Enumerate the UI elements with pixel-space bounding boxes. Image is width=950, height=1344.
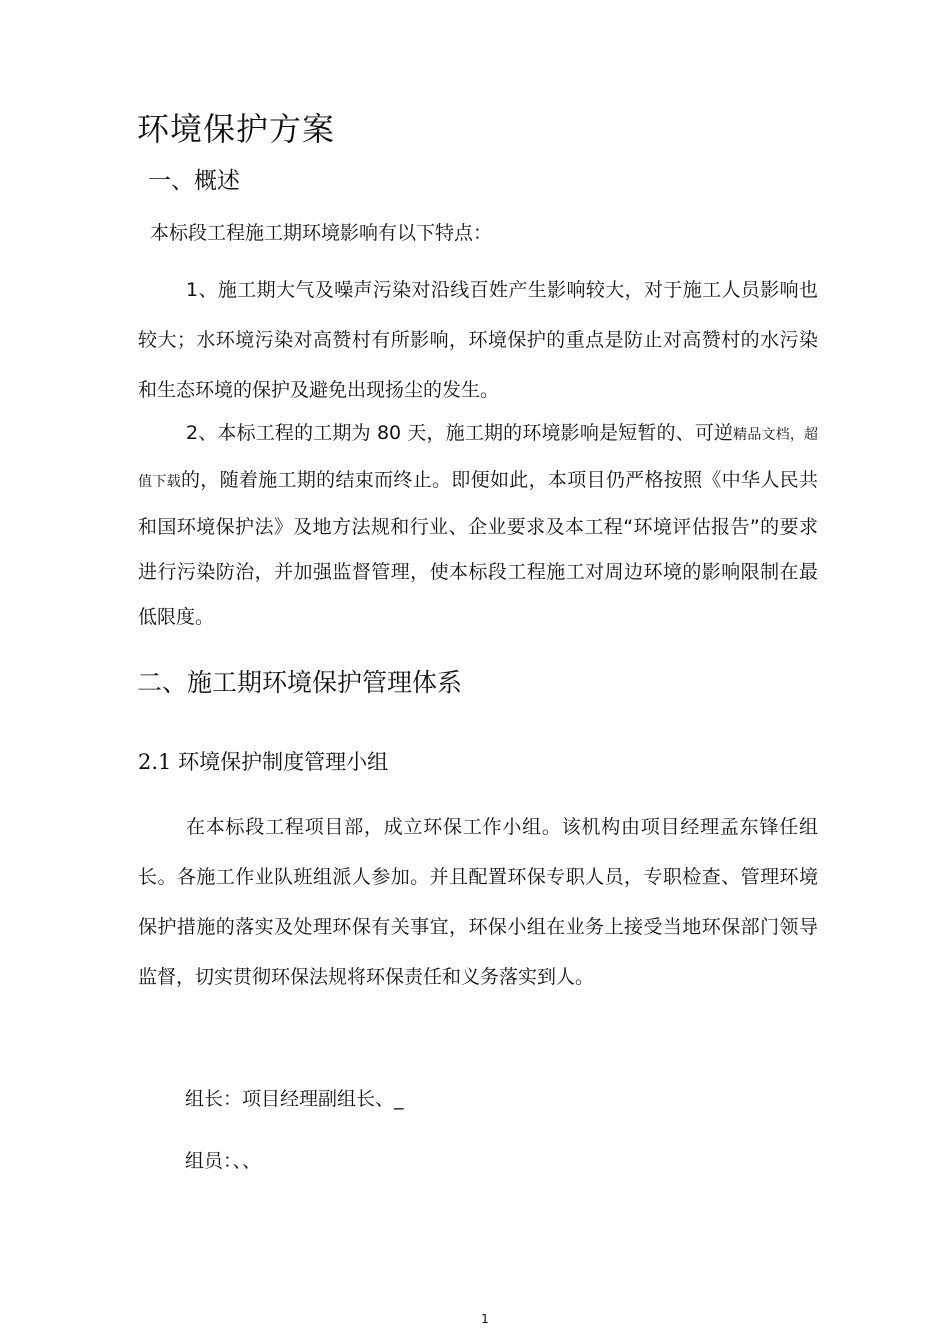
section-heading-management-system: 二、施工期环境保护管理体系 bbox=[137, 668, 463, 697]
paragraph-impact-1: 1、施工期大气及噪声污染对沿线百姓产生影响较大，对于施工人员影响也较大；水环境污染对高赞村有所影响，环境保护的重点是防止对高赞村的水污染和生态环境的保护及避免出现扬尘的发生。 bbox=[138, 279, 818, 401]
paragraph-management-group: 在本标段工程项目部，成立环保工作小组。该机构由项目经理孟东锋任组长。各施工作业队班组派人参加。并且配置环保专职人员，专职检查、管理环境保护措施的落实及处理环保有关事宜，环保小组在业务上接受当地环保部门领导监督，切实贯彻环保法规将环保责任和义务落实到人。 bbox=[138, 816, 818, 988]
paragraph-impact-2-start: 2、本标工程的工期为 80 天，施工期的环境影响是短暂的、可逆 bbox=[186, 422, 734, 444]
intro-text: 本标段工程施工期环境影响有以下特点： bbox=[150, 222, 493, 244]
subsection-heading-management-group: 2.1 环境保护制度管理小组 bbox=[138, 750, 389, 774]
paragraph-impact-2-end: 的，随着施工期的结束而终止。即便如此，本项目仍严格按照《中华人民共和国环境保护法》及地方法规和行业、企业要求及本工程“环境评估报告”的要求进行污染防治，并加强监督管理，使本标段工程施工对周边环境的影响限制在最低限度。 bbox=[138, 469, 818, 628]
group-members-line: 组员：、、 bbox=[185, 1150, 262, 1172]
group-leader-line: 组长：项目经理副组长、_ bbox=[185, 1088, 404, 1110]
watermark-text: 精品文档，超值下载 bbox=[138, 427, 819, 490]
document-title: 环境保护方案 bbox=[137, 110, 336, 148]
paragraph-impact-2 bbox=[138, 411, 818, 640]
page-number: 1 bbox=[481, 1312, 489, 1326]
section-heading-overview: 一、概述 bbox=[148, 168, 240, 194]
